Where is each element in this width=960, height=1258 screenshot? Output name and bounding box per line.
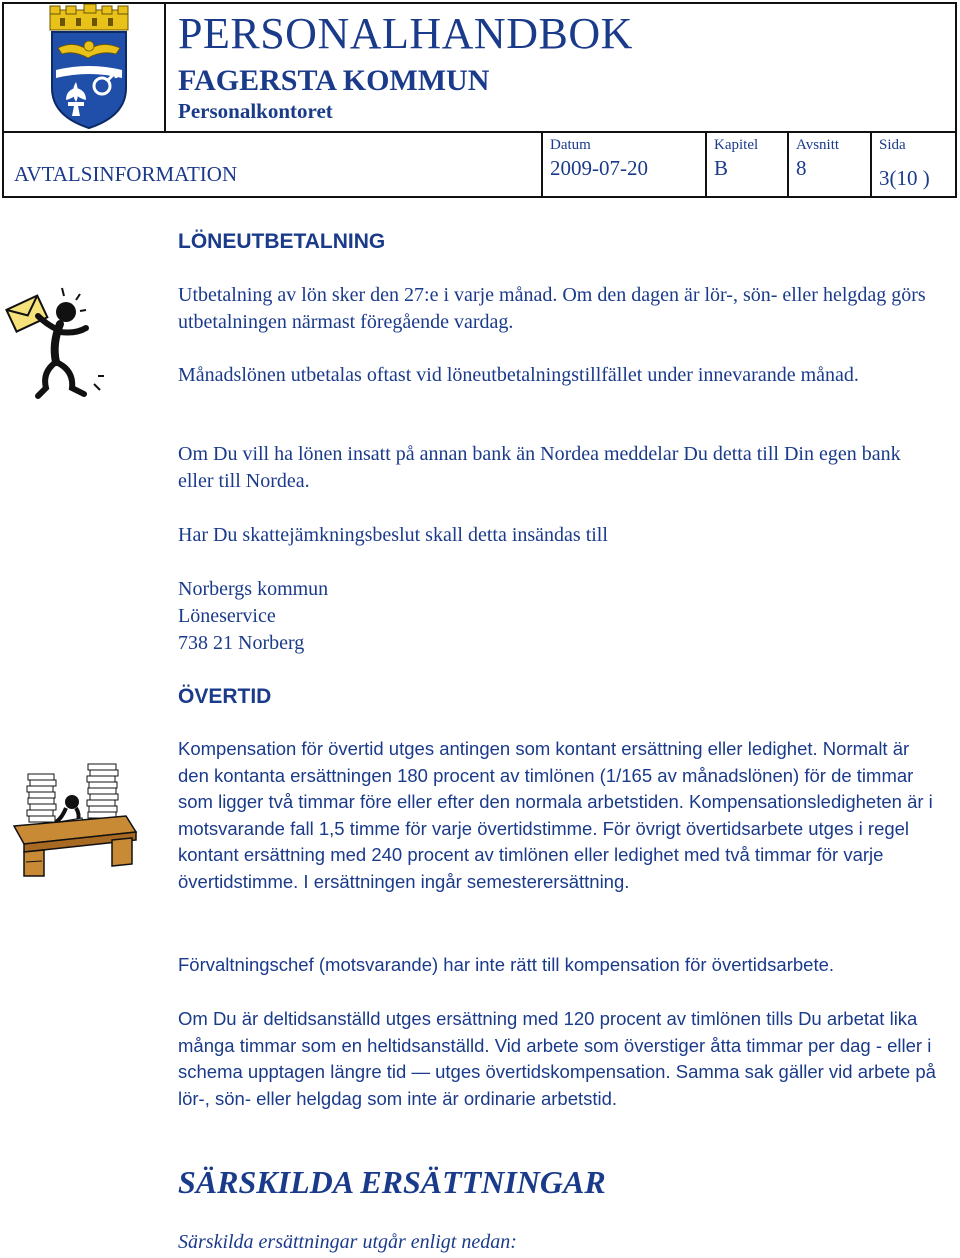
paragraph: Månadslönen utbetalas oftast vid löneutbetalningstillfället under innevarande månad. [178, 364, 859, 386]
department-name: Personalkontoret [178, 99, 333, 123]
divider [787, 131, 789, 196]
avsnitt-value: 8 [796, 156, 807, 180]
section-heading-loneutbetalning: LÖNEUTBETALNING [178, 230, 386, 253]
divider [541, 131, 543, 196]
document-type: AVTALSINFORMATION [14, 162, 238, 186]
address-line: Löneservice [178, 605, 276, 627]
kapitel-label: Kapitel [714, 137, 759, 153]
paragraph: Har Du skattejämkningsbeslut skall detta insändas till [178, 524, 608, 546]
title-block [168, 4, 955, 131]
section-heading-sarskilda: SÄRSKILDA ERSÄTTNINGAR [178, 1164, 606, 1200]
paragraph: Om Du är deltidsanställd utges ersättning med 120 procent av timlönen tills Du arbetat lika många timmar som en heltidsanställd. Vid arbete som överstiger åtta timmar per dag - eller i schema upptagen längre tid — utges övertidskompensation. Samma sak gäller vid arbete på lör-, sön- eller helgdag som inte är ordinarie arbetstid. [178, 1008, 936, 1109]
section-heading-overtid: ÖVERTID [178, 685, 272, 708]
kapitel-value: B [714, 156, 729, 180]
envelope-person-clipart-icon [2, 284, 107, 417]
section-intro: Särskilda ersättningar utgår enligt nedan: [178, 1231, 517, 1253]
coat-of-arms-icon [4, 4, 166, 131]
datum-label: Datum [550, 137, 591, 153]
address-line: 738 21 Norberg [178, 632, 305, 654]
divider [870, 131, 872, 196]
avsnitt-label: Avsnitt [796, 137, 840, 153]
divider [705, 131, 707, 196]
document-header [2, 2, 957, 198]
address-line: Norbergs kommun [178, 578, 329, 600]
datum-value: 2009-07-20 [550, 156, 648, 180]
paragraph: Utbetalning av lön sker den 27:e i varje månad. Om den dagen är lör-, sön- eller helgdag görs utbetalningen närmast föregående vardag. [178, 284, 926, 333]
sida-value: 3(10 ) [879, 166, 930, 190]
paragraph: Kompensation för övertid utges antingen som kontant ersättning eller ledighet. Normalt är den kontanta ersättningen 180 procent av timlönen (1/165 av månadslönen) för de timmar som ligger två timmar före eller efter den normala arbetstiden. Kompensationsledigheten är i motsvarande fall 1,5 timme för varje övertidstimme. För övrigt övertidsarbete utges i regel kontant ersättning med 240 procent av timlönen eller ledighet med två timmar för varje övertidstimme. I ersättningen ingår semesterersättning. [178, 738, 933, 892]
paragraph: Om Du vill ha lönen insatt på annan bank än Nordea meddelar Du detta till Din egen bank eller till Nordea. [178, 443, 901, 492]
divider [4, 131, 955, 133]
handbook-title: PERSONALHANDBOK [178, 9, 633, 58]
organization-name: FAGERSTA KOMMUN [178, 64, 490, 97]
sida-label: Sida [879, 137, 906, 153]
desk-paperwork-clipart-icon [8, 760, 138, 883]
paragraph: Förvaltningschef (motsvarande) har inte rätt till kompensation för övertidsarbete. [178, 954, 835, 975]
